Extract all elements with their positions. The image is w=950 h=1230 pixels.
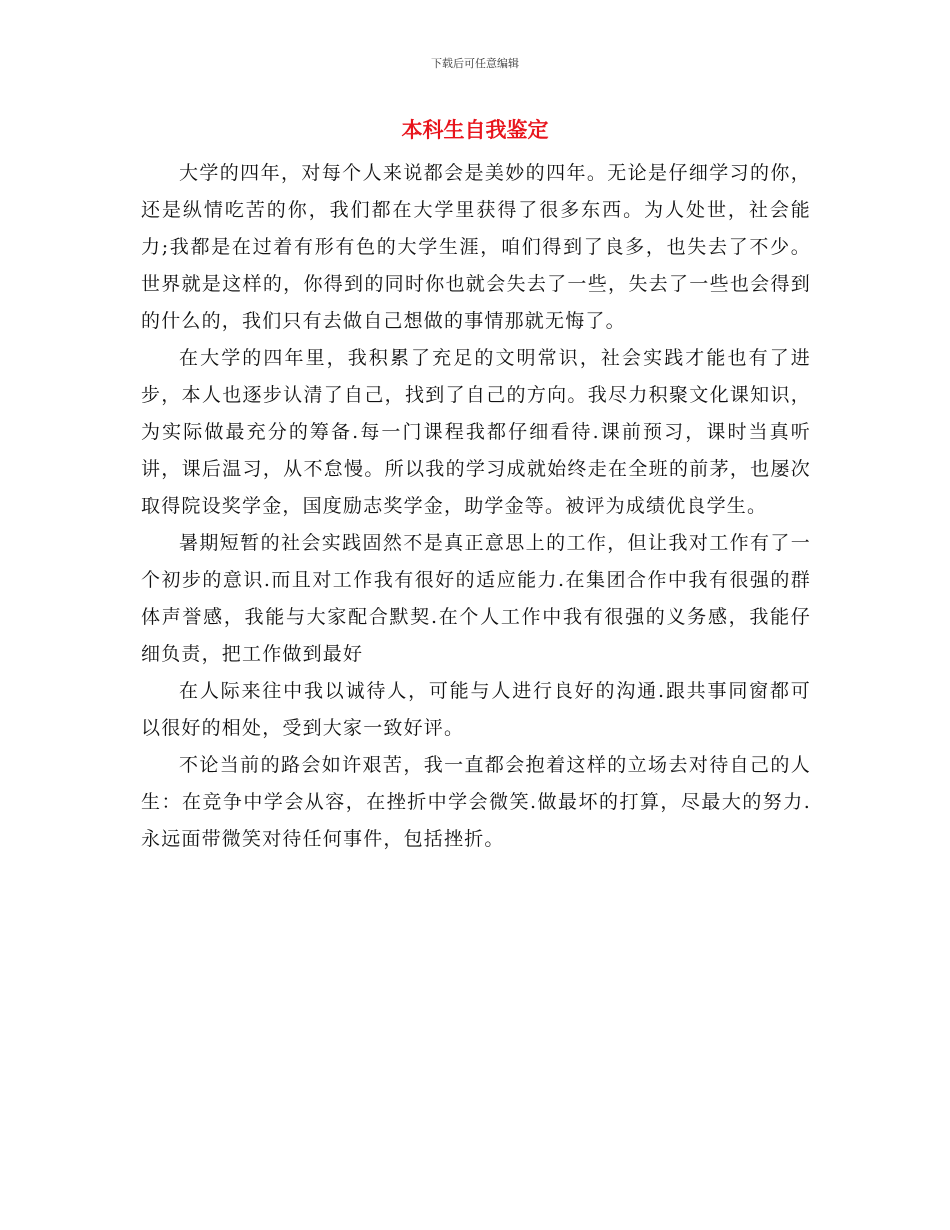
document-body: [141, 155, 811, 858]
paragraph-3: 暑期短暂的社会实践固然不是真正意思上的工作，但让我对工作有了一个初步的意识.而且对工作我有很好的适应能力.在集团合作中我有很强的群体声誉感，我能与大家配合默契.在个人工作中我有很强的义务感，我能仔细负责，把工作做到最好: [141, 532, 811, 665]
paragraph-2: 在大学的四年里，我积累了充足的文明常识，社会实践才能也有了进步，本人也逐步认清了自己，找到了自己的方向。我尽力积聚文化课知识，为实际做最充分的筹备.每一门课程我都仔细看待.课前预习，课时当真听讲，课后温习，从不怠慢。所以我的学习成就始终走在全班的前茅，也屡次取得院设奖学金，国度励志奖学金，助学金等。被评为成绩优良学生。: [141, 347, 811, 517]
document-title: 本科生自我鉴定: [401, 118, 549, 142]
paragraph-5: 不论当前的路会如许艰苦，我一直都会抱着这样的立场去对待自己的人生：在竞争中学会从容，在挫折中学会微笑.做最坏的打算，尽最大的努力.永远面带微笑对待任何事件，包括挫折。: [141, 754, 811, 850]
paragraph-4: 在人际来往中我以诚待人，可能与人进行良好的沟通.跟共事同窗都可以很好的相处，受到大家一致好评。: [141, 680, 811, 739]
header-note: 下载后可任意编辑: [431, 57, 519, 70]
paragraph-1: 大学的四年，对每个人来说都会是美妙的四年。无论是仔细学习的你，还是纵情吃苦的你，我们都在大学里获得了很多东西。为人处世，社会能力;我都是在过着有形有色的大学生涯，咱们得到了良多，也失去了不少。世界就是这样的，你得到的同时你也就会失去了一些，失去了一些也会得到的什么的，我们只有去做自己想做的事情那就无悔了。: [141, 162, 811, 332]
